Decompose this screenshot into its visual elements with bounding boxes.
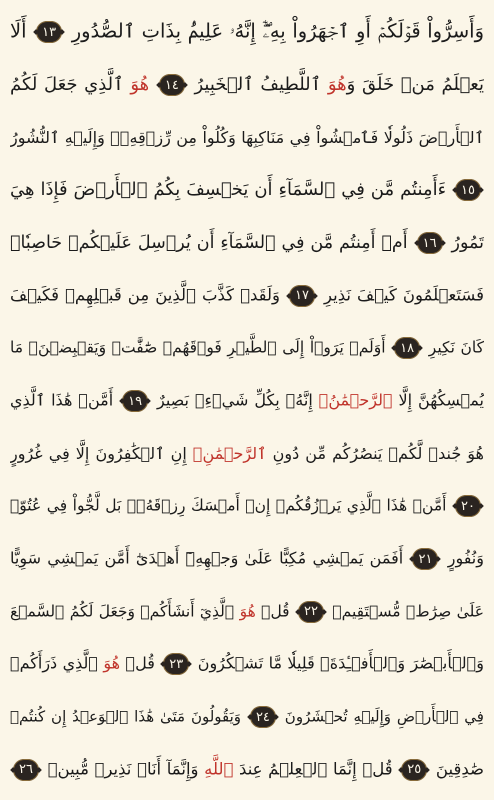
ayah-number-marker: ٢٦ bbox=[13, 759, 39, 781]
verse-line-text bbox=[10, 443, 484, 463]
verse-text: صَٰدِقِينَ bbox=[430, 759, 484, 779]
verse-text: أَمۡ أَمِنتُم مَّن فِي ٱلسَّمَآءِ أَن يُرۡسِلَ عَلَيۡكُمۡ حَاصِبٗاۖ bbox=[10, 233, 414, 254]
divine-name-text: ٱللَّهِ bbox=[204, 759, 234, 779]
divine-name-text: هُوَ bbox=[130, 74, 150, 95]
verse-text: ءَأَمِنتُم مَّن فِي ٱلسَّمَآءِ أَن يَخۡسِفَ بِكُمُ ٱلۡأَرۡضَ فَإِذَا هِيَ bbox=[10, 179, 452, 201]
verse-text: يَعۡلَمُ مَنۡ خَلَقَ وَ bbox=[346, 74, 484, 95]
verse-line bbox=[10, 59, 484, 112]
verse-line bbox=[10, 164, 484, 217]
verse-text: فَسَتَعۡلَمُونَ كَيۡفَ نَذِيرِ bbox=[318, 285, 484, 305]
verse-line-text bbox=[10, 127, 484, 147]
ayah-number-marker: ١٤ bbox=[159, 74, 185, 96]
verse-text: أَمَّنۡ هَٰذَا ٱلَّذِي bbox=[10, 390, 120, 410]
verse-line-text bbox=[10, 653, 484, 675]
verse-text: فِي ٱلۡأَرۡضِ وَإِلَيۡهِ تُحۡشَرُونَ bbox=[278, 707, 484, 726]
verse-line-text bbox=[10, 232, 484, 254]
verse-text: وَلَقَدۡ كَذَّبَ ٱلَّذِينَ مِن قَبۡلِهِمۡ فَكَيۡفَ bbox=[10, 285, 287, 305]
verse-line bbox=[10, 269, 484, 322]
ayah-number-marker: ٢٠ bbox=[455, 495, 481, 517]
verse-text: ٱلَّذِي ذَرَأَكُمۡ bbox=[10, 653, 104, 673]
verse-line bbox=[10, 638, 484, 691]
ayah-number-marker: ٢٣ bbox=[163, 653, 189, 675]
verse-text: إِنَّهُۥ بِكُلِّ شَيۡءِۭ بَصِيرٌ bbox=[151, 390, 319, 410]
verse-text: وَنُفُورٍ bbox=[441, 548, 484, 568]
divine-name-text: ٱلرَّحۡمَٰنُۚ bbox=[318, 390, 393, 410]
verse-line-text bbox=[10, 548, 484, 570]
verse-text: قُلۡ إِنَّمَا ٱلۡعِلۡمُ عِندَ bbox=[233, 759, 399, 779]
verse-line bbox=[10, 322, 484, 375]
verse-line bbox=[10, 217, 484, 270]
verse-text: ٱللَّطِيفُ ٱلۡخَبِيرُ bbox=[187, 74, 328, 95]
verse-text: كَانَ نَكِيرِ bbox=[423, 338, 484, 357]
verse-text: قُلۡ bbox=[255, 602, 295, 621]
verse-text: تَمُورُ bbox=[445, 233, 484, 254]
verse-text: ٱلَّذِي جَعَلَ لَكُمُ bbox=[10, 74, 131, 95]
ayah-number-marker: ١٦ bbox=[417, 232, 443, 254]
ayah-number-marker: ١٧ bbox=[289, 285, 315, 307]
verse-text: عَلَىٰ صِرَٰطٖ مُّسۡتَقِيمٖ bbox=[326, 602, 484, 621]
verse-line-text bbox=[10, 21, 484, 43]
verse-line-text bbox=[10, 337, 484, 359]
verse-text: وَيَقُولُونَ مَتَىٰ هَٰذَا ٱلۡوَعۡدُ إِن كُنتُمۡ bbox=[10, 707, 247, 726]
verse-line bbox=[10, 533, 484, 586]
verse-text: أَلَا bbox=[10, 19, 34, 43]
ayah-number-marker: ٢٢ bbox=[298, 601, 324, 623]
divine-name-text: هُوَ bbox=[239, 602, 256, 621]
ayah-number-marker: ٢١ bbox=[412, 548, 438, 570]
verse-line bbox=[10, 480, 484, 533]
divine-name-text: هُوَ bbox=[327, 74, 347, 95]
verse-line bbox=[10, 691, 484, 744]
verse-line-text bbox=[10, 390, 484, 412]
verse-lines bbox=[10, 6, 484, 796]
ayah-number-marker: ٢٤ bbox=[250, 706, 276, 728]
verse-line bbox=[10, 111, 484, 164]
verse-text: وَٱلۡأَبۡصَٰرَ وَٱلۡأَفۡـِٔدَةَۚ قَلِيلٗا مَّا تَشۡكُرُونَ bbox=[192, 653, 484, 673]
ayah-number-marker: ١٩ bbox=[122, 390, 148, 412]
verse-line-text bbox=[10, 495, 484, 517]
verse-line-text bbox=[10, 285, 484, 307]
verse-line bbox=[10, 743, 484, 796]
verse-text: يُمۡسِكُهُنَّ إِلَّا bbox=[392, 390, 484, 410]
verse-text: أَوَلَمۡ يَرَوۡاْ إِلَى ٱلطَّيۡرِ فَوۡقَهُمۡ صَٰٓفَّٰتٖ وَيَقۡبِضۡنَۚ مَا bbox=[10, 338, 392, 357]
verse-text: ٱلۡأَرۡضَ ذَلُولٗا فَٱمۡشُواْ فِي مَنَاكِبِهَا وَكُلُواْ مِن رِّزۡقِهِۦۖ وَإِلَيۡهِ ٱلنُّشُورُ bbox=[10, 127, 484, 147]
ayah-number-marker: ١٣ bbox=[36, 21, 62, 43]
verse-line-text bbox=[10, 179, 484, 201]
verse-line-text bbox=[10, 759, 484, 781]
verse-text: وَأَسِرُّواْ قَوۡلَكُمۡ أَوِ ٱجۡهَرُواْ بِهِۦٓۖ إِنَّهُۥ عَلِيمُۢ بِذَاتِ ٱلصُّدُورِ bbox=[65, 19, 484, 43]
verse-text: أَفَمَن يَمۡشِي مُكِبًّا عَلَىٰ وَجۡهِهِۦٓ أَهۡدَىٰٓ أَمَّن يَمۡشِي سَوِيًّا bbox=[10, 548, 410, 568]
verse-text: قُلۡ bbox=[120, 653, 161, 673]
ayah-number-marker: ١٥ bbox=[455, 179, 481, 201]
verse-line-text bbox=[10, 706, 484, 728]
ayah-number-marker: ١٨ bbox=[394, 337, 420, 359]
verse-text: أَمَّنۡ هَٰذَا ٱلَّذِي يَرۡزُقُكُمۡ إِنۡ أَمۡسَكَ رِزۡقَهُۥۚ بَل لَّجُّواْ فِي عُتُوّٖ bbox=[10, 496, 452, 515]
verse-text: ٱلَّذِيٓ أَنشَأَكُمۡ وَجَعَلَ لَكُمُ ٱلسَّمۡعَ bbox=[10, 602, 240, 621]
divine-name-text: هُوَ bbox=[103, 653, 121, 673]
divine-name-text: ٱلرَّحۡمَٰنِۚ bbox=[192, 443, 267, 463]
verse-text: وَإِنَّمَآ أَنَا۠ نَذِيرٞ مُّبِينٞ bbox=[42, 759, 205, 779]
ayah-number-marker: ٢٥ bbox=[401, 759, 427, 781]
verse-line bbox=[10, 6, 484, 59]
verse-line bbox=[10, 585, 484, 638]
verse-line-text bbox=[10, 74, 484, 96]
verse-text: إِنِ ٱلۡكَٰفِرُونَ إِلَّا فِي غُرُورٍ bbox=[10, 443, 193, 463]
verse-text: هُوَ جُندٞ لَّكُمۡ يَنصُرُكُم مِّن دُونِ bbox=[266, 443, 484, 463]
verse-line-text bbox=[10, 601, 484, 623]
verse-line bbox=[10, 427, 484, 480]
verse-line bbox=[10, 375, 484, 428]
